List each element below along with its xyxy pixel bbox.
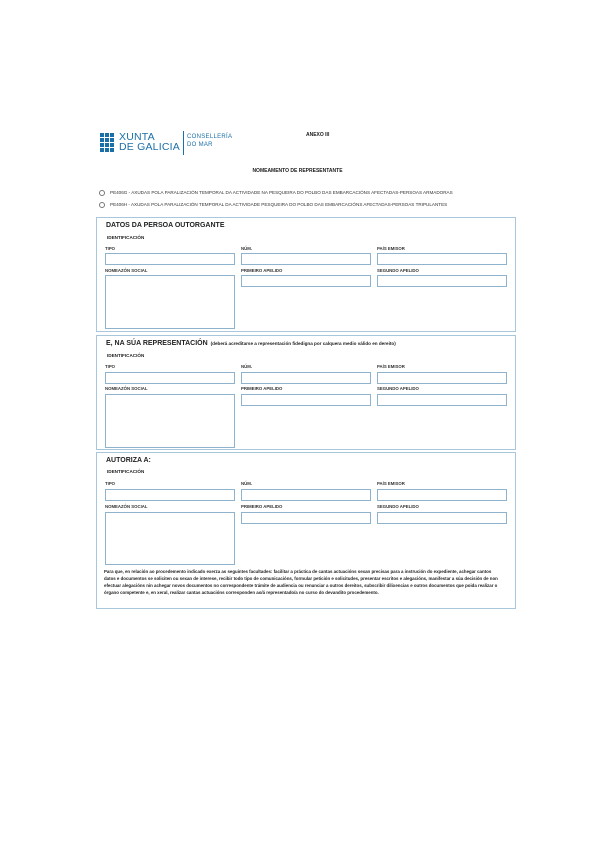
radio-button[interactable] (99, 190, 105, 196)
tipo-field[interactable] (105, 372, 235, 384)
segundo-label: SEGUNDO APELIDO (377, 386, 419, 391)
closing-paragraph: Para que, en relación ao procedemento indicado exerza as seguintes facultades: facilitar a práctica de cantas actuacións sexan precisas para a instrución do expediente, achegar cantos datos e documentos se soliciten ou sexan de interese, recibir todo tipo de comunicacións, formular petición e solicitudes, presentar escritos e alegacións, manifestar a súa decisión de non efectuar alegacións nin achegar novos documentos no correspondente trámite de audiencia ou renunciar a outros dereitos, subscribir dilixencias e outros documentos que poida realizar o órgano competente e, en xeral, realizar cantas actuacións corresponden ao/á representado/a no curso do devandito procedemento. (104, 569, 498, 595)
xunta-logo (98, 131, 238, 157)
tipo-field[interactable] (105, 489, 235, 501)
document-title: NOMEAMENTO DE REPRESENTANTE (252, 168, 343, 174)
section-title (106, 340, 396, 347)
num-field[interactable] (241, 372, 371, 384)
identification-heading: IDENTIFICACIÓN (107, 469, 145, 474)
section-representative (96, 335, 516, 450)
num-label: NÚM. (241, 364, 252, 369)
num-label: NÚM. (241, 481, 252, 486)
tipo-field[interactable] (105, 253, 235, 265)
segundo-field[interactable] (377, 394, 507, 406)
logo-sub-line-1: CONSELLERÍA (187, 134, 233, 140)
segundo-field[interactable] (377, 512, 507, 524)
option-label: PE406H - AXUDAS POLA PARALIZACIÓN TEMPORAL DA ACTIVIDADE PESQUEIRA DO POLBO DAS EMBARCACIÓNS AFECTADAS-PERSOAS TRIPULANTES (110, 202, 448, 208)
segundo-label: SEGUNDO APELIDO (377, 504, 419, 509)
option-label: PE406G - AXUDAS POLA PARALIZACIÓN TEMPORAL DA ACTIVIDADE NA PESQUEIRA DO POLBO DAS EMBARCACIÓNS AFECTADAS-PERSOAS ARMADORAS (110, 190, 453, 196)
logo-subtitle (187, 133, 232, 149)
nomeazon-label: NOMEAZÓN SOCIAL (105, 386, 148, 391)
pais-label: PAÍS EMISOR (377, 246, 405, 251)
procedure-option-pe406h[interactable] (99, 202, 447, 208)
annex-label: ANEXO III (306, 132, 330, 138)
logo-sub-line-2: DO MAR (187, 142, 213, 148)
pais-label: PAÍS EMISOR (377, 481, 405, 486)
logo-text (119, 132, 180, 152)
procedure-option-pe406g[interactable] (99, 190, 453, 196)
primeiro-field[interactable] (241, 275, 371, 287)
nomeazon-label: NOMEAZÓN SOCIAL (105, 504, 148, 509)
section-title: AUTORIZA A: (106, 457, 151, 464)
section-title: DATOS DA PERSOA OUTORGANTE (106, 222, 225, 229)
nomeazon-field[interactable] (105, 275, 235, 329)
primeiro-field[interactable] (241, 512, 371, 524)
xunta-emblem-icon (98, 131, 116, 155)
tipo-label: TIPO (105, 246, 116, 251)
num-label: NÚM. (241, 246, 252, 251)
primeiro-label: PRIMEIRO APELIDO (241, 268, 283, 273)
identification-heading: IDENTIFICACIÓN (107, 235, 145, 240)
primeiro-field[interactable] (241, 394, 371, 406)
pais-field[interactable] (377, 489, 507, 501)
primeiro-label: PRIMEIRO APELIDO (241, 504, 283, 509)
nomeazon-field[interactable] (105, 512, 235, 565)
logo-divider (183, 131, 184, 155)
section-title-text: E, NA SÚA REPRESENTACIÓN (106, 340, 208, 347)
logo-line-1: XUNTA (119, 131, 155, 143)
identification-heading: IDENTIFICACIÓN (107, 353, 145, 358)
section-authorize (96, 452, 516, 609)
radio-button[interactable] (99, 202, 105, 208)
section-note: (deberá acreditarse a representación fidedigna por calquera medio válido en dereito) (210, 341, 396, 346)
tipo-label: TIPO (105, 364, 116, 369)
num-field[interactable] (241, 489, 371, 501)
primeiro-label: PRIMEIRO APELIDO (241, 386, 283, 391)
logo-line-2: DE GALICIA (119, 141, 180, 153)
section-grantor (96, 217, 516, 332)
segundo-label: SEGUNDO APELIDO (377, 268, 419, 273)
pais-field[interactable] (377, 253, 507, 265)
pais-field[interactable] (377, 372, 507, 384)
tipo-label: TIPO (105, 481, 116, 486)
num-field[interactable] (241, 253, 371, 265)
segundo-field[interactable] (377, 275, 507, 287)
nomeazon-field[interactable] (105, 394, 235, 448)
pais-label: PAÍS EMISOR (377, 364, 405, 369)
nomeazon-label: NOMEAZÓN SOCIAL (105, 268, 148, 273)
